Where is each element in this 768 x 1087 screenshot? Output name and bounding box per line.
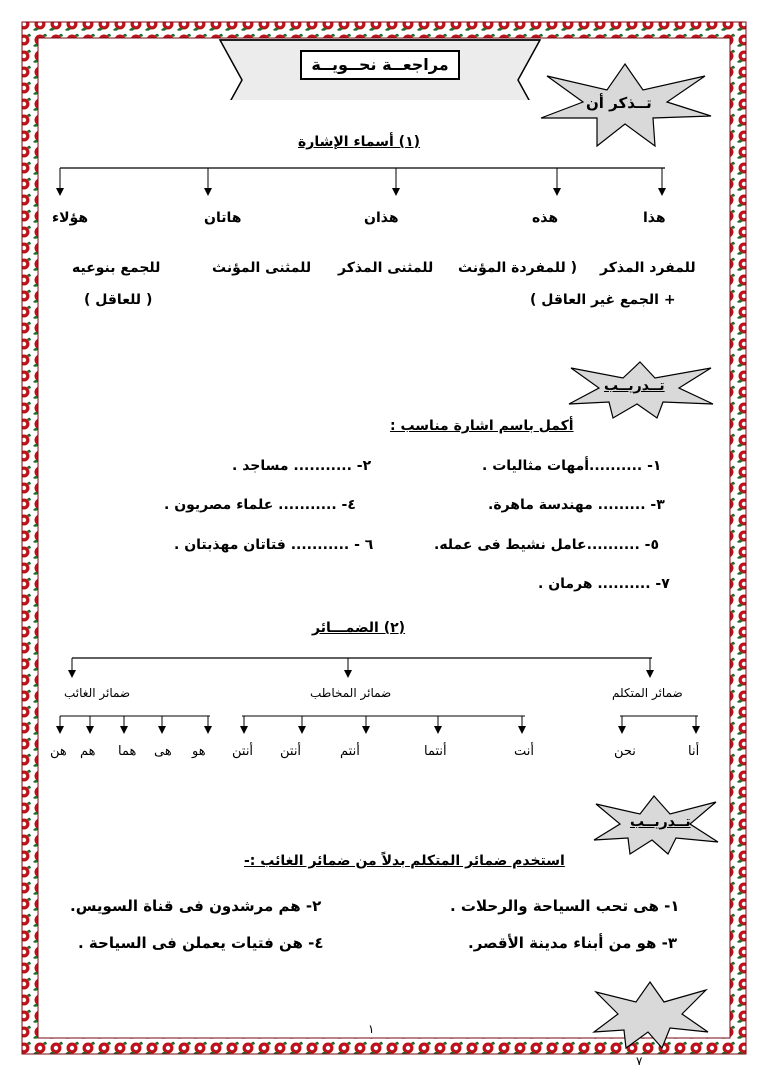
pronoun-huwa: هو [192,744,206,759]
group-second-person: ضمائر المخاطب [310,686,392,700]
practice-label-2: تــدريــب [630,814,691,830]
pronoun-hum: هم [80,744,96,759]
exercise1-item-7: ٧- .......... هرمان . [538,576,670,592]
exercise2-instruction: استخدم ضمائر المتكلم بدلاً من ضمائر الغائب :- [244,853,565,869]
demo-use-line2-right: + الجمع غير العاقل ) [530,292,676,308]
demo-word-3: هذان [364,210,399,226]
demo-use-2: ( للمفردة المؤنث [458,260,578,276]
practice-label-1: تــدريــب [604,378,665,394]
demo-word-2: هذه [532,210,559,226]
pronoun-ana: أنا [688,744,700,759]
pronoun-hunna: هن [50,744,67,759]
exercise2-item-4: ٤- هن فتيات يعملن فى السياحة . [78,934,324,952]
demo-word-5: هؤلاء [52,210,89,226]
page-number: ١ [368,1022,375,1036]
exercise2-item-3: ٣- هو من أبناء مدينة الأقصر. [468,934,678,952]
pronoun-anta: أنت [514,744,534,759]
exercise1-item-5: ٥- ..........عامل نشيط فى عمله. [434,537,660,553]
demo-use-5: للجمع بنوعيه [72,260,161,276]
group-first-person: ضمائر المتكلم [612,686,683,700]
exercise2-item-1: ١- هى تحب السياحة والرحلات . [450,897,680,915]
demo-use-4: للمثنى المؤنث [212,260,312,276]
demo-use-line2-left: ( للعاقل ) [84,292,153,308]
pronoun-hiya: هى [154,744,172,759]
corner-number: ٧ [636,1054,643,1068]
pronoun-antunna: أنتن [280,744,302,759]
page-title: مراجعــة نحــويــة [300,50,460,80]
pronoun-antuma: أنتما [424,744,447,759]
demo-use-1: للمفرد المذكر [600,260,696,276]
section2-heading: (٢) الضمـــائر [312,620,406,636]
pronoun-nahnu: نحن [614,744,636,759]
exercise1-item-4: ٤- ........... علماء مصريون . [164,497,356,513]
exercise1-instruction: أكمل باسم اشارة مناسب : [390,418,574,434]
exercise1-item-2: ٢- ........... مساجد . [232,458,372,474]
exercise1-item-6: ٦ - ........... فتاتان مهذبتان . [174,537,374,553]
demo-use-3: للمثنى المذكر [338,260,434,276]
pronoun-huma: هما [118,744,137,759]
section1-heading: (١) أسماء الإشارة [298,134,421,150]
demo-word-4: هاتان [204,210,242,226]
exercise2-item-2: ٢- هم مرشدون فى قناة السويس. [70,897,322,915]
bottom-star-shape [590,980,710,1050]
pronoun-antunna-2: أنتن [232,744,254,759]
group-third-person: ضمائر الغائب [64,686,131,700]
demonstratives-tree [40,160,740,210]
demo-word-1: هذا [643,210,666,226]
exercise1-item-1: ١- ..........أمهات مثاليات . [482,458,662,474]
remember-label: تــذكر أن [586,94,652,112]
exercise1-item-3: ٣- ......... مهندسة ماهرة. [488,497,665,513]
pronoun-antum: أنتم [340,744,360,759]
